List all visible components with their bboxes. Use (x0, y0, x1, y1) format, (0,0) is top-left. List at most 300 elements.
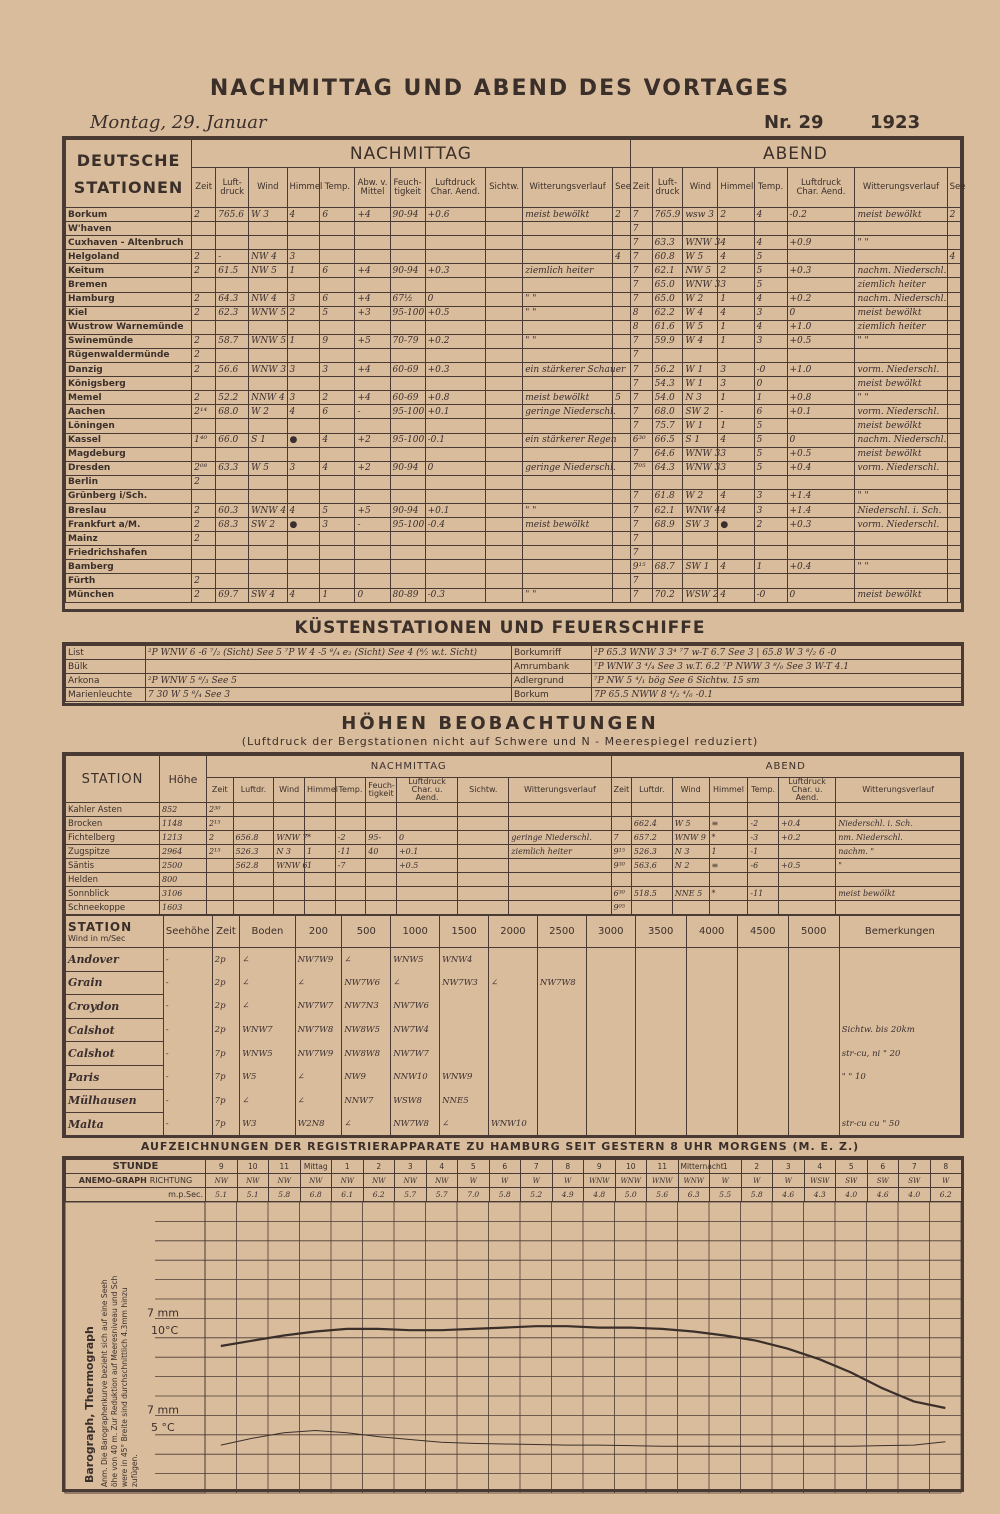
wind-station: Malta (66, 1113, 164, 1137)
table-cell: 7 (630, 518, 652, 532)
table-cell: str-cu cu " 50 (839, 1113, 960, 1137)
table-cell: 7 (630, 264, 652, 278)
table-cell (320, 348, 355, 362)
table-cell (287, 489, 320, 503)
table-row (66, 292, 961, 306)
table-cell (287, 574, 320, 588)
date-label: Montag, 29. Januar (90, 112, 267, 133)
table-cell (787, 532, 855, 546)
side-note-line: zufügen. (130, 1454, 139, 1487)
wind-col-header: 3000 (586, 916, 635, 948)
table-cell (787, 278, 855, 292)
table-cell: 7 (630, 405, 652, 419)
ab-col-header: Luftdruck Char. Aend. (787, 168, 855, 208)
table-row (66, 334, 961, 348)
table-cell (425, 489, 485, 503)
table-cell: 4 (718, 250, 754, 264)
table-cell (355, 475, 390, 489)
table-cell (425, 532, 485, 546)
table-cell: 2964 (159, 845, 206, 859)
table-cell (635, 1065, 686, 1089)
wind-station: Grain (66, 971, 164, 995)
table-cell (630, 475, 652, 489)
table-cell: 3 (718, 377, 754, 391)
table-cell (355, 560, 390, 574)
table-cell: nachm. " (836, 845, 961, 859)
table-cell: +0.2 (779, 831, 836, 845)
table-cell: 2¹⁵ (206, 817, 233, 831)
table-cell: NW 4 (249, 292, 287, 306)
table-cell (216, 278, 249, 292)
direction-cell: WNW (647, 1174, 679, 1188)
speed-cell: 5.8 (741, 1188, 773, 1202)
hoehen-nm-col: Wind (274, 778, 305, 803)
table-cell: ∠ (240, 995, 295, 1019)
table-cell: 68.9 (652, 518, 683, 532)
table-cell: 61.5 (216, 264, 249, 278)
nm-col-header: Abw. v. Mittel (355, 168, 390, 208)
table-cell (355, 222, 390, 236)
table-row (66, 674, 962, 688)
table-cell: Sichtw. bis 20km (839, 1018, 960, 1042)
table-cell: SW 3 (683, 518, 718, 532)
table-cell: vorm. Niederschl. (855, 405, 947, 419)
table-cell (947, 503, 960, 517)
table-cell (320, 278, 355, 292)
table-cell: 7 (630, 250, 652, 264)
table-cell: 4 (718, 560, 754, 574)
table-cell (947, 377, 960, 391)
registrier-frame (62, 1156, 964, 1492)
table-cell: 6 (320, 208, 355, 222)
table-cell (355, 447, 390, 461)
table-cell: 7 (630, 419, 652, 433)
table-cell (287, 419, 320, 433)
table-cell: 64.3 (652, 461, 683, 475)
ab-col-header: See (947, 168, 960, 208)
table-cell (523, 377, 613, 391)
table-cell: 7 (630, 546, 652, 560)
table-cell (216, 419, 249, 433)
table-cell (485, 503, 522, 517)
table-row (66, 1042, 961, 1066)
hour-label: 3 (395, 1160, 427, 1174)
table-cell: 7 (611, 831, 631, 845)
nm-col-header: Witterungsverlauf (523, 168, 613, 208)
kueste-obs (146, 660, 512, 674)
table-cell: +3 (355, 306, 390, 320)
table-row (66, 208, 961, 222)
hour-label: 8 (930, 1160, 962, 1174)
table-cell (947, 588, 960, 602)
table-cell (355, 250, 390, 264)
table-cell (489, 1018, 538, 1042)
table-cell (287, 560, 320, 574)
table-cell: WNW 6 (274, 859, 305, 873)
table-cell: 2¹⁴ (192, 405, 216, 419)
table-cell: 0 (787, 588, 855, 602)
table-cell (485, 236, 522, 250)
table-cell (523, 489, 613, 503)
hoehen-ab-col: Wind (672, 778, 709, 803)
kueste-obs: 7 30 W 5 ⁸/₄ See 3 (146, 688, 512, 702)
table-cell: 5 (754, 264, 787, 278)
table-cell: - (163, 1065, 212, 1089)
table-cell (709, 803, 748, 817)
table-row (66, 419, 961, 433)
table-cell: +0.8 (425, 391, 485, 405)
table-cell: 7 (630, 236, 652, 250)
table-cell (485, 405, 522, 419)
table-cell (425, 377, 485, 391)
table-cell: vorm. Niederschl. (855, 363, 947, 377)
table-row (66, 348, 961, 362)
table-cell: 4 (718, 236, 754, 250)
hour-label: 11 (269, 1160, 301, 1174)
table-cell (613, 588, 631, 602)
table-cell (249, 532, 287, 546)
table-cell: 3 (754, 334, 787, 348)
table-cell (836, 803, 961, 817)
wind-col-header: 200 (295, 916, 342, 948)
table-cell (320, 560, 355, 574)
table-cell: ● (287, 433, 320, 447)
table-cell (631, 901, 672, 915)
table-cell (249, 320, 287, 334)
table-cell: NW7W8 (295, 1018, 342, 1042)
table-cell (216, 348, 249, 362)
speed-cell: 4.0 (836, 1188, 868, 1202)
table-cell (537, 948, 586, 972)
table-cell: " " (523, 306, 613, 320)
table-cell: 7 (630, 447, 652, 461)
table-cell (748, 901, 779, 915)
table-cell (947, 306, 960, 320)
table-cell (523, 574, 613, 588)
table-cell: " " (855, 560, 947, 574)
table-cell: 65.0 (652, 292, 683, 306)
table-cell (249, 560, 287, 574)
direction-cell: NW (363, 1174, 395, 1188)
table-cell: 4 (287, 208, 320, 222)
table-cell (458, 817, 509, 831)
wind-col-header: Bemerkungen (839, 916, 960, 948)
table-cell: +5 (355, 503, 390, 517)
table-cell (737, 1113, 788, 1137)
table-cell: 95-100 (390, 405, 425, 419)
speed-cell: 4.0 (899, 1188, 931, 1202)
table-cell (485, 222, 522, 236)
table-cell (425, 546, 485, 560)
table-cell: WNW 3 (683, 278, 718, 292)
table-cell: 2 (192, 588, 216, 602)
table-cell: - (163, 995, 212, 1019)
table-cell (425, 250, 485, 264)
table-cell: wsw 3 (683, 208, 718, 222)
table-cell: ∠ (440, 1113, 489, 1137)
table-cell (635, 1113, 686, 1137)
table-cell: WNW10 (489, 1113, 538, 1137)
table-cell: W 4 (683, 306, 718, 320)
table-cell: - (163, 971, 212, 995)
table-cell: 7⁰⁵ (630, 461, 652, 475)
table-cell: Niederschl. i. Sch. (836, 817, 961, 831)
table-cell: +4 (355, 391, 390, 405)
table-cell: 4 (613, 250, 631, 264)
table-cell: WNW 3 (683, 236, 718, 250)
table-cell: 563.6 (631, 859, 672, 873)
table-cell (537, 1113, 586, 1137)
table-cell: WNW7 (240, 1018, 295, 1042)
table-row (66, 560, 961, 574)
table-cell: 1 (718, 334, 754, 348)
table-cell (779, 845, 836, 859)
table-cell: NW7N3 (342, 995, 391, 1019)
table-cell (787, 377, 855, 391)
table-cell: 0 (355, 588, 390, 602)
table-cell (611, 873, 631, 887)
hoehen-title: HÖHEN BEOBACHTUNGEN (341, 713, 659, 734)
table-cell: 7p (212, 1089, 240, 1113)
table-cell (485, 588, 522, 602)
table-cell: ≡ (709, 817, 748, 831)
table-cell: 6³⁰ (611, 887, 631, 901)
wind-station: Andover (66, 948, 164, 972)
table-cell (206, 859, 233, 873)
table-cell (787, 222, 855, 236)
table-cell (485, 433, 522, 447)
table-cell (320, 447, 355, 461)
table-cell: 2 (754, 518, 787, 532)
table-cell: 2 (192, 475, 216, 489)
table-cell (787, 574, 855, 588)
table-cell: 56.2 (652, 363, 683, 377)
direction-cell: NW (426, 1174, 458, 1188)
table-cell (249, 447, 287, 461)
speed-cell: 4.9 (552, 1188, 584, 1202)
table-cell (485, 208, 522, 222)
hoehen-station: Brocken (66, 817, 160, 831)
speed-cell: 4.6 (867, 1188, 899, 1202)
table-cell: 90-94 (390, 208, 425, 222)
direction-cell: W (710, 1174, 742, 1188)
hoehen-ab-col: Himmel (709, 778, 748, 803)
table-cell: 2 (192, 334, 216, 348)
table-cell (779, 803, 836, 817)
table-cell: +1.0 (787, 320, 855, 334)
table-cell: WNW 3 (249, 363, 287, 377)
table-cell (355, 377, 390, 391)
table-row (66, 377, 961, 391)
table-cell (366, 817, 397, 831)
table-cell (839, 1089, 960, 1113)
table-cell: NW7W6 (391, 995, 440, 1019)
table-cell: 2 (192, 208, 216, 222)
main-table (65, 139, 966, 603)
table-cell: 1 (305, 845, 336, 859)
hour-label: 7 (899, 1160, 931, 1174)
wind-col-header: Seehöhe (163, 916, 212, 948)
table-cell (586, 971, 635, 995)
table-cell: -7 (335, 859, 366, 873)
station-name: Friedrichshafen (66, 546, 192, 560)
table-cell (274, 887, 305, 901)
hoehen-station: Fichtelberg (66, 831, 160, 845)
station-name: Rügenwaldermünde (66, 348, 192, 362)
station-name: Berlin (66, 475, 192, 489)
table-cell (320, 475, 355, 489)
table-cell: 7 (630, 363, 652, 377)
table-cell (305, 887, 336, 901)
table-cell (779, 901, 836, 915)
table-cell (216, 574, 249, 588)
table-cell: NNW 4 (249, 391, 287, 405)
speed-cell: 5.8 (489, 1188, 521, 1202)
table-row (66, 1113, 961, 1137)
table-cell: ∠ (295, 1089, 342, 1113)
station-name: Dresden (66, 461, 192, 475)
table-cell: 518.5 (631, 887, 672, 901)
table-cell: 7p (212, 1042, 240, 1066)
table-cell (485, 461, 522, 475)
table-cell (192, 278, 216, 292)
table-cell: +0.5 (425, 306, 485, 320)
table-row (66, 503, 961, 517)
table-row (66, 660, 962, 674)
table-cell: 64.6 (652, 447, 683, 461)
table-cell (611, 803, 631, 817)
table-cell (611, 817, 631, 831)
table-cell: 3 (320, 363, 355, 377)
table-cell (320, 236, 355, 250)
table-cell: 852 (159, 803, 206, 817)
station-name: Kiel (66, 306, 192, 320)
kueste-station: Amrumbank (512, 660, 592, 674)
table-cell: -2 (335, 831, 366, 845)
table-cell (287, 320, 320, 334)
table-row (66, 948, 961, 972)
table-cell: 5 (754, 433, 787, 447)
table-cell (216, 222, 249, 236)
table-cell (947, 320, 960, 334)
station-name: Helgoland (66, 250, 192, 264)
table-cell (947, 236, 960, 250)
kueste-obs: ²P WNW 5 ⁸/₃ See 5 (146, 674, 512, 688)
table-cell (635, 1042, 686, 1066)
table-cell: 2 (192, 348, 216, 362)
table-cell: SW 4 (249, 588, 287, 602)
table-cell (305, 873, 336, 887)
table-cell: 54.0 (652, 391, 683, 405)
table-cell (216, 236, 249, 250)
richtung-row-head: ANEMO-GRAPH RICHTUNG (66, 1174, 206, 1188)
table-cell (366, 901, 397, 915)
nm-col-header: See (613, 168, 631, 208)
table-cell (613, 489, 631, 503)
table-cell (523, 320, 613, 334)
table-cell: 9³⁰ (611, 859, 631, 873)
table-cell: ∠ (240, 948, 295, 972)
table-cell (523, 236, 613, 250)
station-name: Magdeburg (66, 447, 192, 461)
table-cell (366, 873, 397, 887)
table-cell: meist bewölkt (523, 391, 613, 405)
table-cell (216, 320, 249, 334)
hoehen-ab-col: Luftdr. (631, 778, 672, 803)
table-cell: 5 (754, 250, 787, 264)
table-cell (613, 532, 631, 546)
table-cell (613, 236, 631, 250)
hour-label: Mittag (300, 1160, 332, 1174)
table-cell: 3 (754, 306, 787, 320)
station-name: Bamberg (66, 560, 192, 574)
table-cell: ∠ (489, 971, 538, 995)
table-cell: 1 (709, 845, 748, 859)
table-cell (947, 461, 960, 475)
direction-cell: W (930, 1174, 962, 1188)
table-cell (748, 803, 779, 817)
speed-cell: 4.3 (804, 1188, 836, 1202)
table-cell (485, 419, 522, 433)
label-7mm-lower: 7 mm (147, 1403, 179, 1417)
direction-cell: SW (836, 1174, 868, 1188)
table-row (66, 489, 961, 503)
table-cell: 3 (287, 292, 320, 306)
table-cell: ziemlich heiter (509, 845, 611, 859)
table-row (66, 995, 961, 1019)
table-cell (947, 546, 960, 560)
table-cell: 75.7 (652, 419, 683, 433)
table-cell (355, 320, 390, 334)
table-cell: 8 (630, 320, 652, 334)
table-cell: W 1 (683, 419, 718, 433)
table-cell: W 2 (683, 489, 718, 503)
hoehen-subtitle: (Luftdruck der Bergstationen nicht auf Schwere und N - Meerespiegel reduziert) (241, 735, 759, 748)
table-cell: 2 (192, 292, 216, 306)
hoehen-station: Säntis (66, 859, 160, 873)
speed-cell: 5.1 (206, 1188, 238, 1202)
table-cell: 2 (192, 503, 216, 517)
table-cell: 9 (320, 334, 355, 348)
table-cell: 526.3 (631, 845, 672, 859)
table-cell: 90-94 (390, 461, 425, 475)
station-name: Grünberg i/Sch. (66, 489, 192, 503)
table-cell (335, 817, 366, 831)
table-cell (390, 348, 425, 362)
table-cell (216, 560, 249, 574)
table-cell: 9¹⁵ (630, 560, 652, 574)
table-cell (390, 320, 425, 334)
table-cell: ● (287, 518, 320, 532)
table-cell: 2 (192, 306, 216, 320)
table-cell: - (163, 948, 212, 972)
table-cell: 562.8 (233, 859, 274, 873)
table-cell (635, 995, 686, 1019)
table-cell: 765.9 (652, 208, 683, 222)
table-cell: 62.1 (652, 503, 683, 517)
table-cell: geringe Niederschl. (523, 461, 613, 475)
table-cell: nm. Niederschl. (836, 831, 961, 845)
table-cell (390, 250, 425, 264)
table-cell: 3 (287, 363, 320, 377)
kueste-station: List (66, 646, 146, 660)
table-cell: nachm. Niederschl. (855, 264, 947, 278)
nm-col-header: Luft-druck (216, 168, 249, 208)
table-cell (947, 518, 960, 532)
hour-label: 6 (867, 1160, 899, 1174)
hour-label: 11 (647, 1160, 679, 1174)
table-cell: 4 (320, 433, 355, 447)
